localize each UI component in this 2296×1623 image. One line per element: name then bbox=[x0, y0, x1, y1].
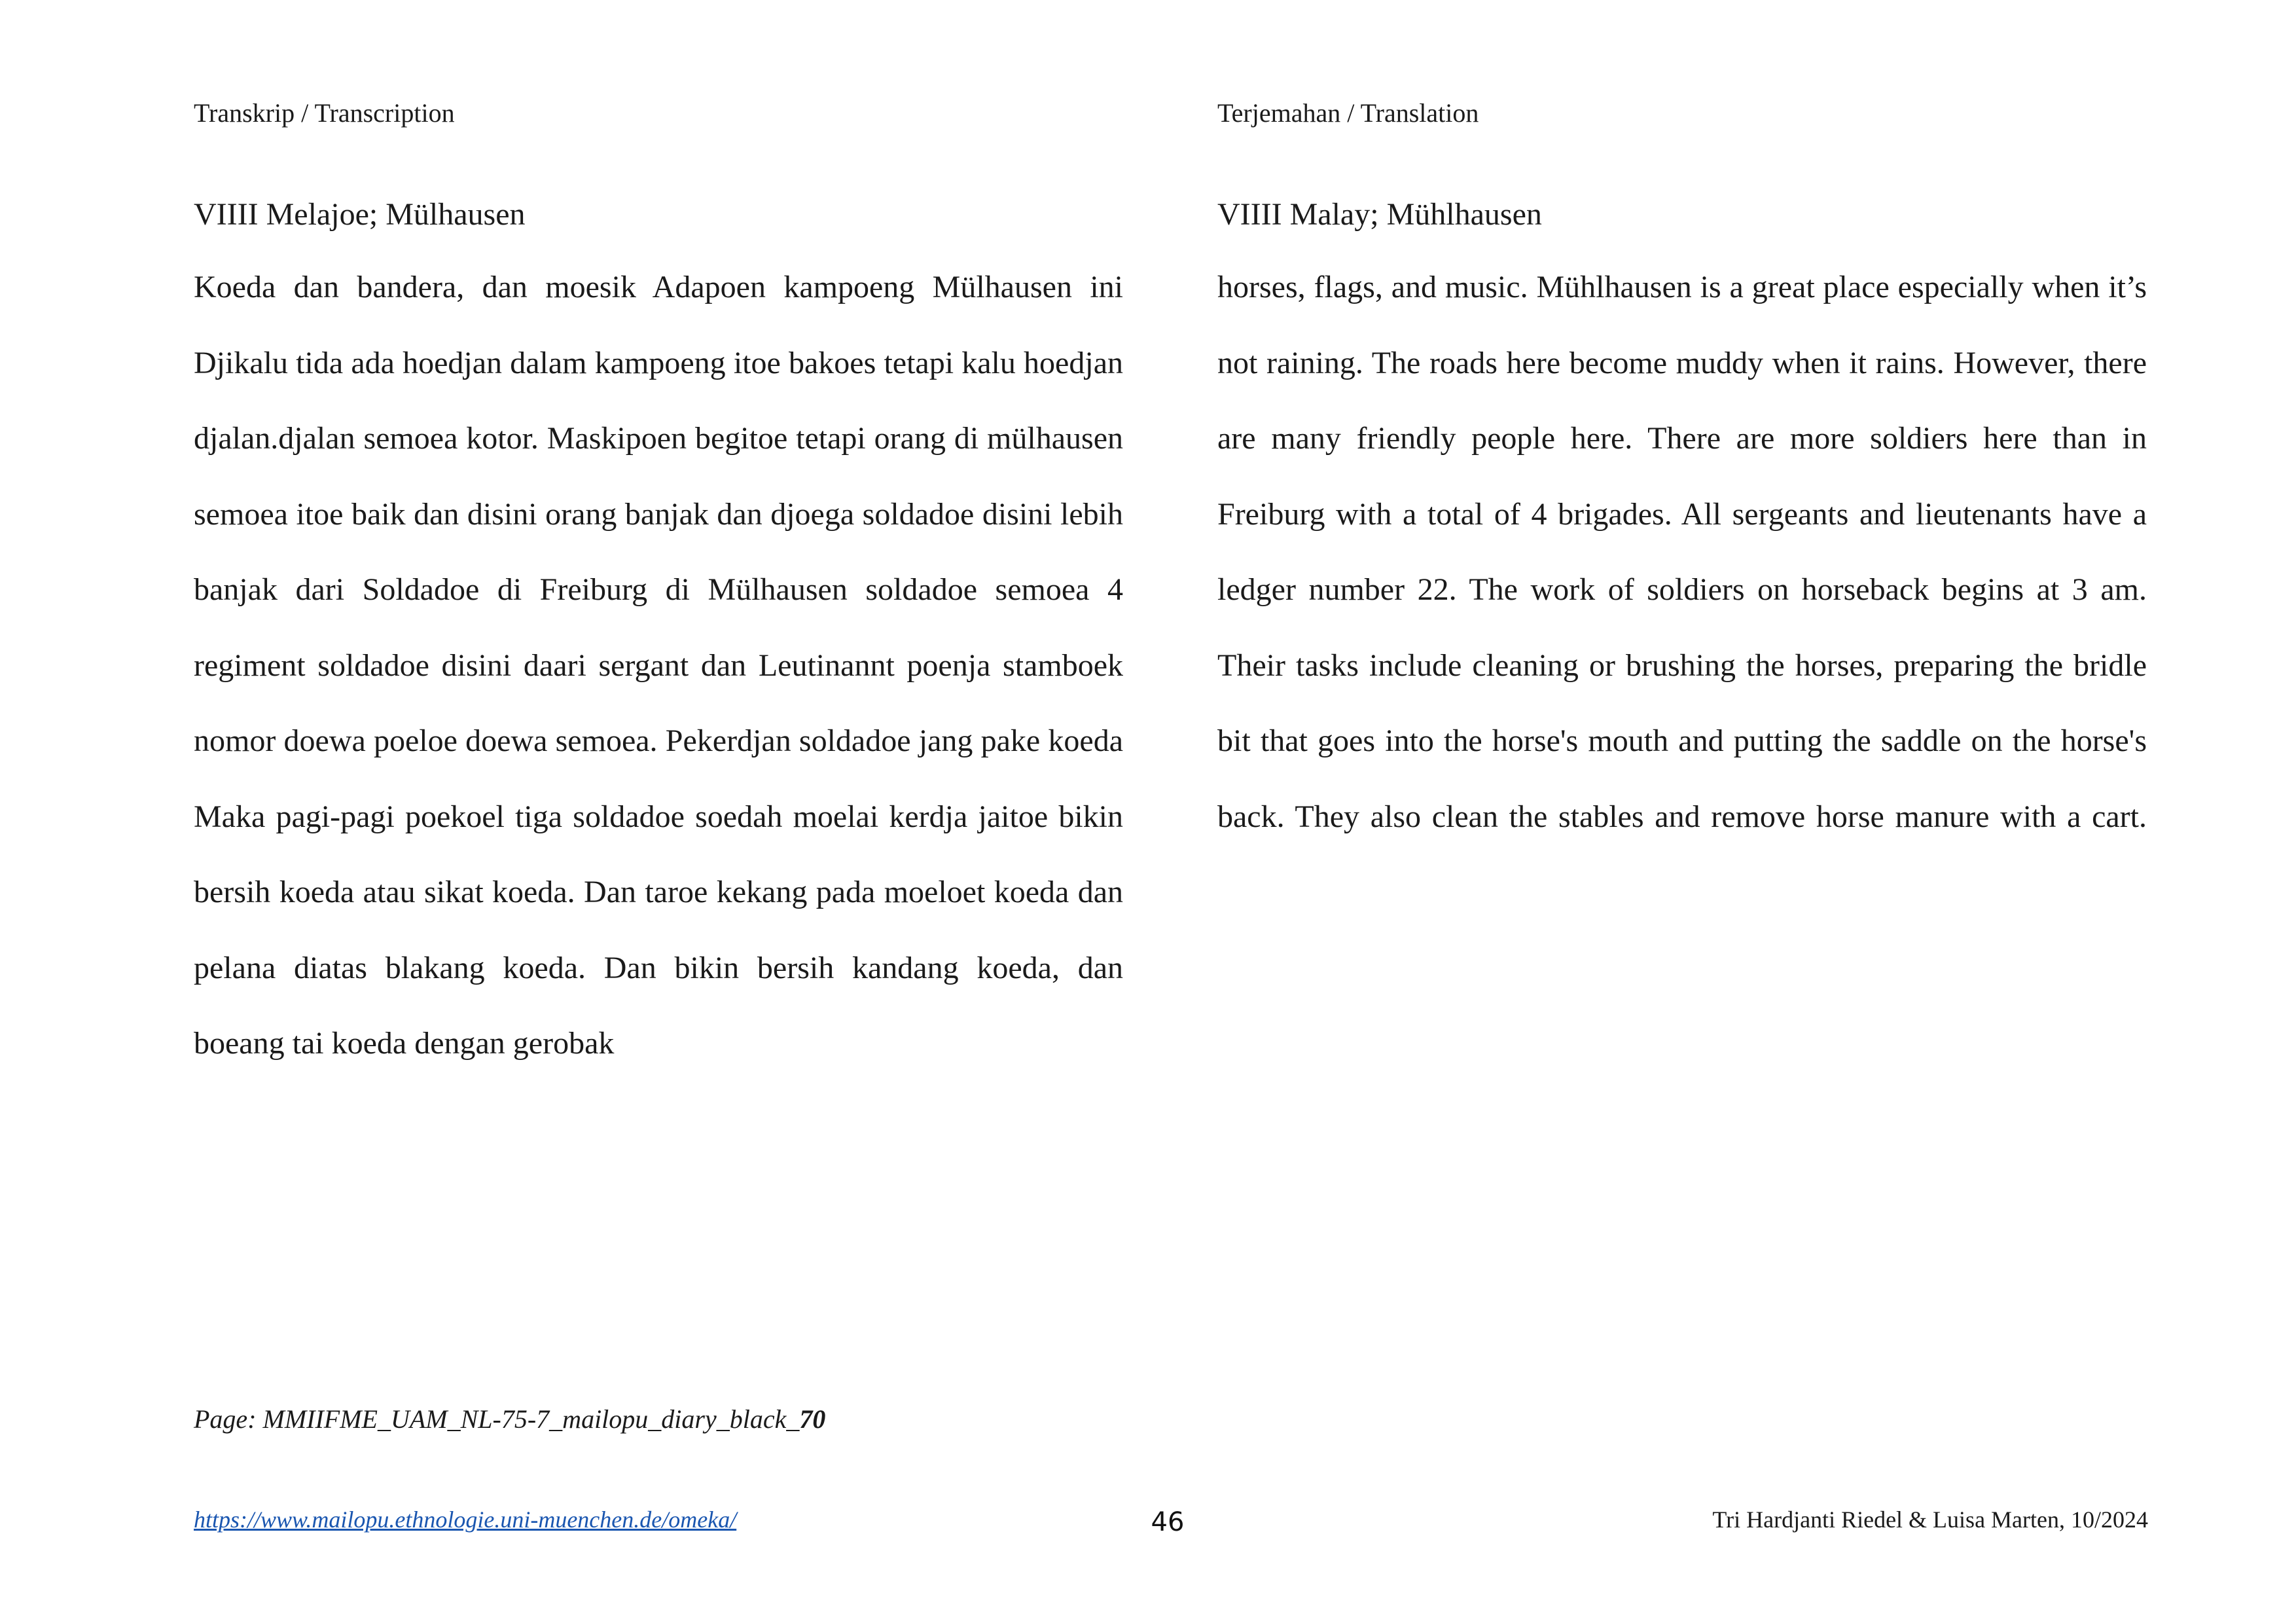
transcription-title: VIIII Melajoe; Mülhausen bbox=[194, 197, 526, 232]
transcription-body: Koeda dan bandera, dan moesik Adapoen kampoeng Mülhausen ini Djikalu tida ada hoedjan dalam kampoeng itoe bakoes tetapi kalu hoedjan djalan.djalan semoea kotor. Maskipoen begitoe tetapi orang di mülhausen semoea itoe baik dan disini orang banjak dan djoega soldadoe disini lebih banjak dari Soldadoe di Freiburg di Mülhausen soldadoe semoea 4 regiment soldadoe disini daari sergant dan Leutinannt poenja stamboek nomor doewa poeloe doewa semoea. Pekerdjan soldadoe jang pake koeda Maka pagi-pagi poekoel tiga soldadoe soedah moelai kerdja jaitoe bikin bersih koeda atau sikat koeda. Dan taroe kekang pada moeloet koeda dan pelana diatas blakang koeda. Dan bikin bersih kandang koeda, dan boeang tai koeda dengan gerobak bbox=[194, 270, 1123, 1061]
page-reference bbox=[194, 1403, 825, 1436]
footer-page-number: 46 bbox=[1151, 1507, 1185, 1537]
translation-header: Terjemahan / Translation bbox=[1217, 98, 1479, 128]
footer-credit: Tri Hardjanti Riedel & Luisa Marten, 10/2024 bbox=[1712, 1506, 2148, 1533]
footer-source-link[interactable]: https://www.mailopu.ethnologie.uni-muenchen.de/omeka/ bbox=[194, 1506, 737, 1533]
transcription-header: Transkrip / Transcription bbox=[194, 98, 455, 128]
page-reference-number: 70 bbox=[799, 1404, 826, 1434]
page-reference-prefix: Page: MMIIFME_UAM_NL-75-7_mailopu_diary_black_ bbox=[194, 1404, 800, 1434]
translation-title: VIIII Malay; Mühlhausen bbox=[1217, 197, 1542, 232]
translation-body: horses, flags, and music. Mühlhausen is a great place especially when it’s not raining. The roads here become muddy when it rains. However, there are many friendly people here. There are more soldiers here than in Freiburg with a total of 4 brigades. All sergeants and lieutenants have a ledger number 22. The work of soldiers on horseback begins at 3 am. Their tasks include cleaning or brushing the horses, preparing the bridle bit that goes into the horse's mouth and putting the saddle on the horse's back. They also clean the stables and remove horse manure with a cart. bbox=[1217, 270, 2147, 834]
